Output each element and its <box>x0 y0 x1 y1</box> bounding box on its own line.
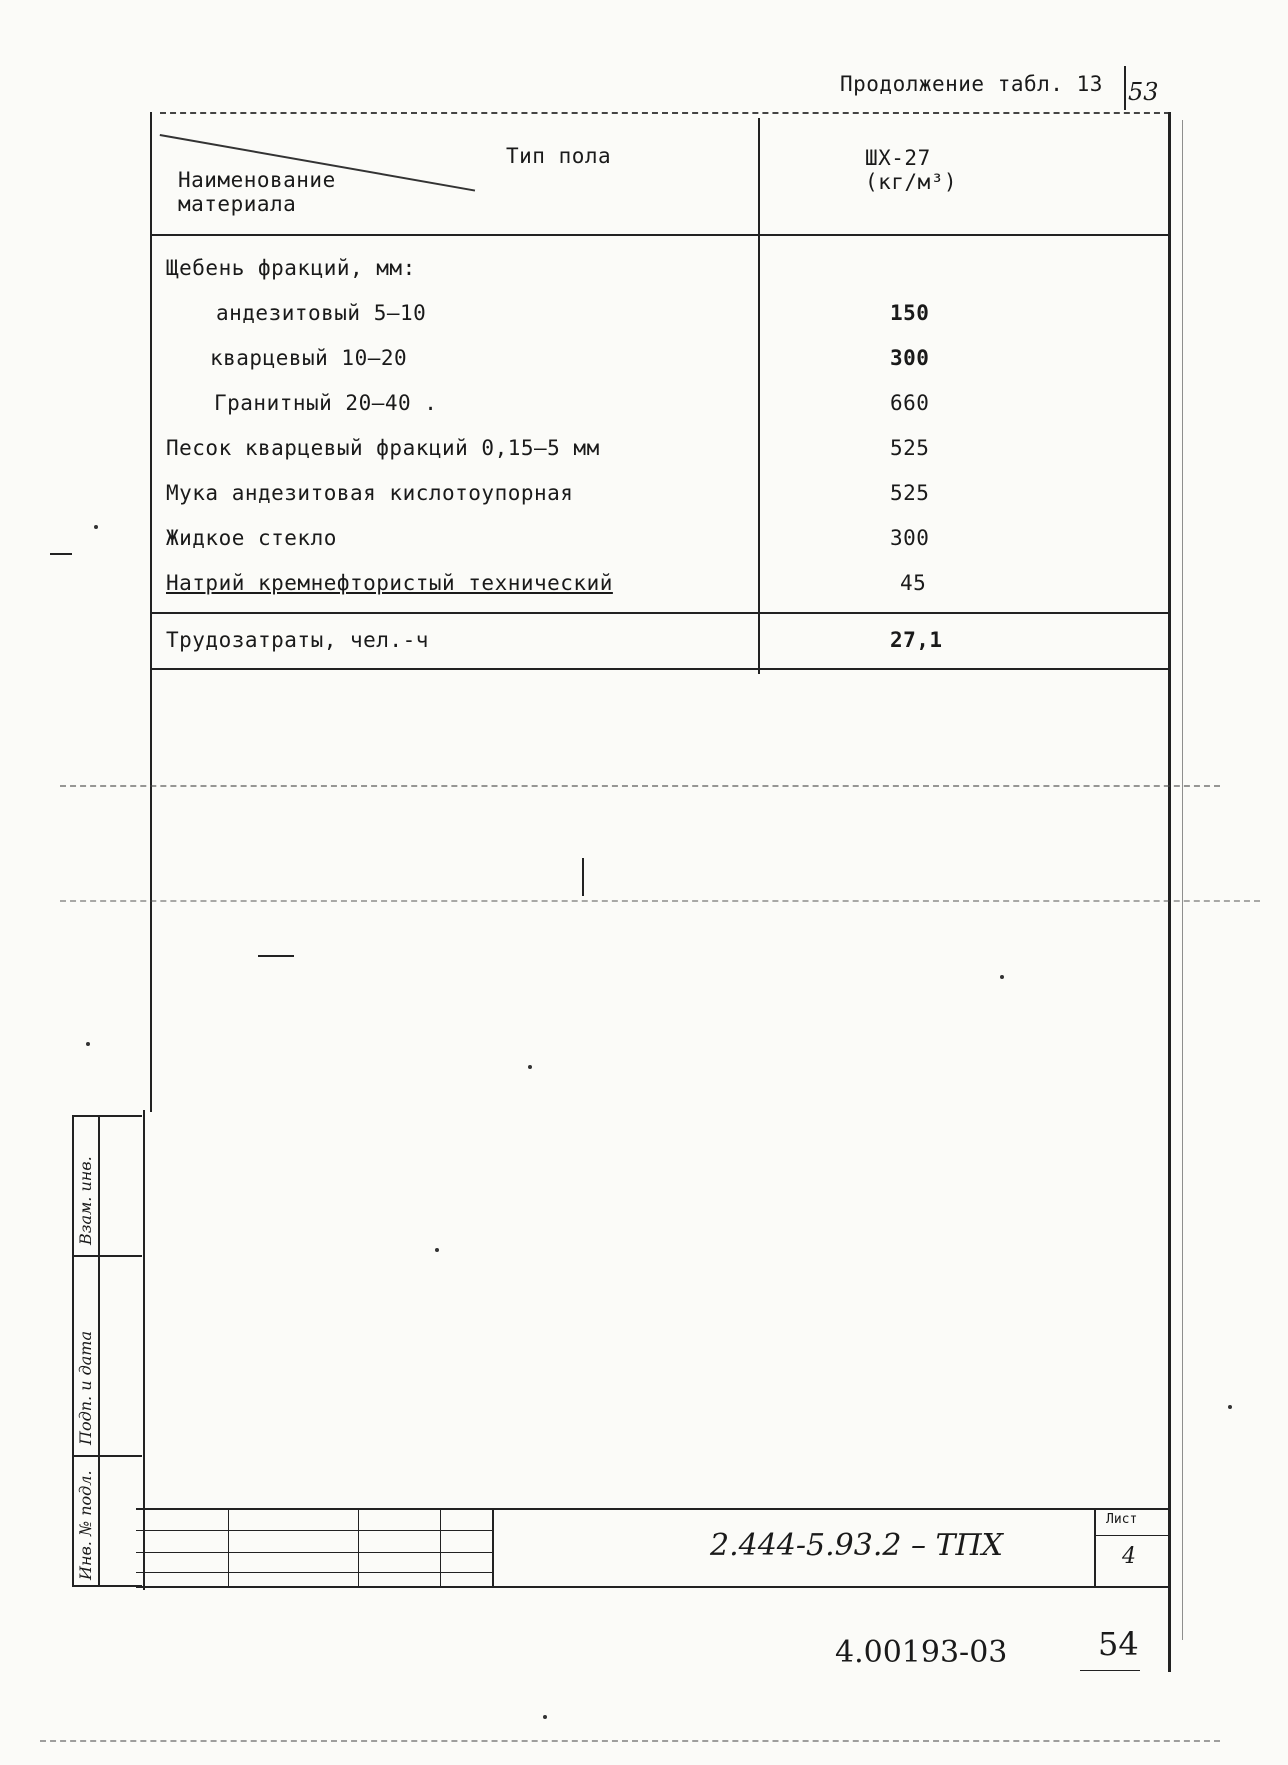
row-label: Натрий кремнефтористый технический <box>166 571 613 595</box>
page-mark: 53 <box>1128 78 1159 106</box>
row-label: Гранитный 20–40 . <box>214 391 438 415</box>
frame-left-line-lower <box>143 1110 145 1590</box>
row-value: 525 <box>890 436 930 460</box>
row-value: 45 <box>900 571 927 595</box>
table-body <box>150 256 1168 616</box>
total-label: Трудозатраты, чел.-ч <box>166 628 429 652</box>
row-label: кварцевый 10–20 <box>210 346 408 370</box>
footer-underline <box>1080 1670 1140 1671</box>
table-row <box>150 571 1168 616</box>
document-code: 2.444-5.93.2 – ТПХ <box>710 1528 1004 1563</box>
row-value: 660 <box>890 391 930 415</box>
header-unit: (кг/м³) <box>865 170 958 194</box>
fold-line-1 <box>60 785 1220 787</box>
side-label-inv: Инв. № подл. <box>76 1470 95 1580</box>
scan-speck <box>435 1248 439 1252</box>
sheet-number: 4 <box>1122 1544 1136 1569</box>
scan-speck <box>94 525 98 529</box>
table-row <box>150 526 1168 571</box>
scan-speck <box>1228 1405 1232 1409</box>
table-row <box>150 346 1168 391</box>
row-label: Мука андезитовая кислотоупорная <box>166 481 574 505</box>
header-floor-type: Тип пола <box>506 144 612 168</box>
table-row <box>150 391 1168 436</box>
scan-speck <box>86 1042 90 1046</box>
row-value: 300 <box>890 526 930 550</box>
side-label-sign: Подп. и дата <box>76 1331 95 1445</box>
frame-right-line <box>1168 112 1171 1672</box>
row-label: андезитовый 5–10 <box>216 301 427 325</box>
scan-speck <box>528 1065 532 1069</box>
table-row <box>150 301 1168 346</box>
fold-line-2 <box>60 900 1260 902</box>
scan-speck <box>543 1715 547 1719</box>
row-label: Жидкое стекло <box>166 526 337 550</box>
scan-line-bottom <box>40 1740 1220 1742</box>
table-row <box>150 481 1168 526</box>
row-label: Песок кварцевый фракций 0,15–5 мм <box>166 436 600 460</box>
sheet-label: Лист <box>1106 1512 1138 1527</box>
mark-stroke <box>582 858 584 896</box>
row-value: 150 <box>890 301 930 325</box>
page-mark-divider <box>1124 66 1126 110</box>
row-value: 300 <box>890 346 930 370</box>
total-top-line <box>150 612 1168 614</box>
mark-dash <box>258 955 294 957</box>
frame-right-line-2 <box>1182 120 1183 1640</box>
header-bottom-line <box>150 234 1168 236</box>
archive-number: 4.00193-03 <box>835 1635 1008 1670</box>
table-row <box>150 256 1168 301</box>
continuation-label: Продолжение табл. 13 <box>840 72 1103 96</box>
side-label-replace: Взам. инв. <box>76 1156 95 1245</box>
frame-top-line <box>160 112 1170 114</box>
header-material: Наименование материала <box>178 168 336 216</box>
header-code: ШХ-27 <box>865 146 931 170</box>
row-label: Щебень фракций, мм: <box>166 256 416 280</box>
footer-page-number: 54 <box>1098 1625 1139 1663</box>
scan-speck <box>1000 975 1004 979</box>
table-bottom-line <box>150 668 1168 670</box>
table-row <box>150 436 1168 481</box>
row-value: 525 <box>890 481 930 505</box>
left-edge-dash <box>50 553 72 555</box>
total-value: 27,1 <box>890 628 943 652</box>
